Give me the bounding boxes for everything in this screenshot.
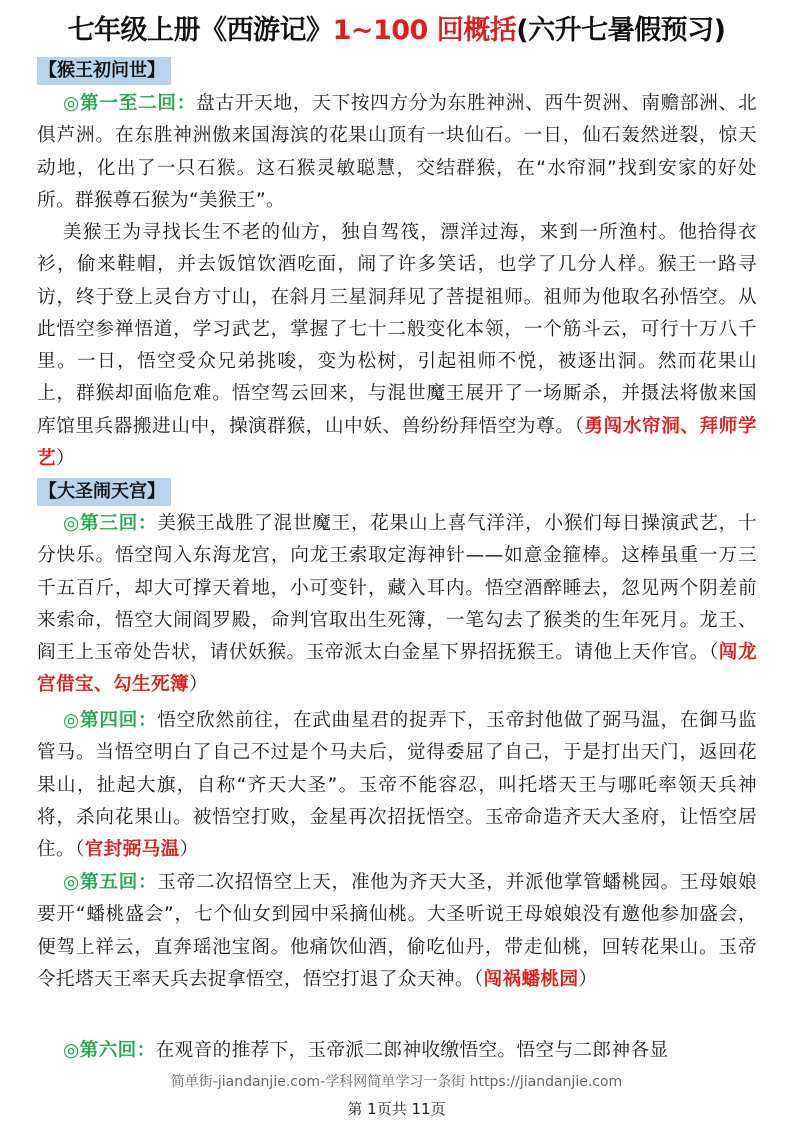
- paragraph-chapter-4: ◎第四回：悟空欣然前往，在武曲星君的捉弄下，玉帝封他做了弼马温，在御马监管马。当悟空明白了自己不过是个马夫后，觉得委屈了自己，于是打出天门，返回花果山，扯起大旗，自称“齐天大圣”。玉帝不能容忍，叫托塔天王与哪吒率领天兵神将，杀向花果山。被悟空打败，金星再次招抚悟空。玉帝命造齐天大圣府，让悟空居住。（官封弼马温）: [37, 710, 757, 861]
- title-range: 1~100 回概括: [332, 15, 517, 46]
- chapter-text: 美猴王为寻找长生不老的仙方，独自驾筏，漂洋过海，来到一所渔村。他拾得衣衫，偷来鞋帽，并去饭馆饮酒吃面，闹了许多笑话，也学了几分人样。猴王一路寻访，终于登上灵台方寸山，在斜月三星洞拜见了菩提祖师。祖师为他取名孙悟空。从此悟空参禅悟道，学习武艺，掌握了七十二般变化本领，一个筋斗云，可行十万八千里。一日，悟空受众兄弟挑唆，变为松树，引起祖师不悦，被逐出洞。然而花果山上，群猴却面临危难。悟空驾云回来，与混世魔王展开了一场厮杀，并摄法将傲来国库馆里兵器搬进山中，操演群猴，山中妖、兽纷纷拜悟空为尊。（: [37, 222, 757, 437]
- paragraph-continuation: 美猴王为寻找长生不老的仙方，独自驾筏，漂洋过海，来到一所渔村。他拾得衣衫，偷来鞋帽，并去饭馆饮酒吃面，闹了许多笑话，也学了几分人样。猴王一路寻访，终于登上灵台方寸山，在斜月三星洞拜见了菩提祖师。祖师为他取名孙悟空。从此悟空参禅悟道，学习武艺，掌握了七十二般变化本领，一个筋斗云，可行十万八千里。一日，悟空受众兄弟挑唆，变为松树，引起祖师不悦，被逐出洞。然而花果山上，群猴却面临危难。悟空驾云回来，与混世魔王展开了一场厮杀，并摄法将傲来国库馆里兵器搬进山中，操演群猴，山中妖、兽纷纷拜悟空为尊。（勇闯水帘洞、拜师学艺）: [37, 222, 757, 470]
- chapter-text: 在观音的推荐下，玉帝派二郎神收缴悟空。悟空与二郎神各显: [155, 1040, 669, 1061]
- chapter-label: ◎第四回：: [63, 710, 158, 731]
- section-heading-2: 【大圣闹天宫】: [37, 478, 171, 506]
- chapter-text: 盘古开天地，天下按四方分为东胜神洲、西牛贺洲、南赡部洲、北俱芦洲。在东胜神洲傲来国海滨的花果山顶有一块仙石。一日，仙石轰然迸裂，惊天动地，化出了一只石猴。这石猴灵敏聪慧，交结群猴，在“水帘洞”找到安家的好处所。群猴尊石猴为“美猴王”。: [37, 93, 757, 211]
- chapter-label: ◎第六回：: [63, 1040, 156, 1061]
- title-main: 七年级上册《西游记》: [67, 15, 333, 46]
- paragraph-chapters-1-2: [37, 88, 757, 217]
- chapter-highlight: 闯龙宫借宝、勾生死簿: [37, 642, 757, 696]
- page-indicator: 第 1页共 11页: [347, 1100, 446, 1118]
- document-title: [0, 8, 793, 47]
- chapter-label: ◎第三回：: [63, 513, 158, 534]
- paragraph-chapter-5: ◎第五回：玉帝二次招悟空上天，准他为齐天大圣，并派他掌管蟠桃园。王母娘娘要开“蟠桃盛会”，七个仙女到园中采摘仙桃。大圣听说王母娘娘没有邀他参加盛会，便驾上祥云，直奔瑶池宝阁。他痛饮仙酒，偷吃仙丹，带走仙桃，回转花果山。玉帝令托塔天王率天兵去捉拿悟空，悟空打退了众天神。（闯祸蟠桃园）: [37, 872, 757, 990]
- title-subtitle: (六升七暑假预习): [516, 15, 726, 46]
- paragraph-chapter-6: [37, 1035, 757, 1067]
- section-heading-1: 【猴王初问世】: [37, 57, 171, 85]
- chapter-label: ◎第五回：: [63, 872, 158, 893]
- chapter-text: 玉帝二次招悟空上天，准他为齐天大圣，并派他掌管蟠桃园。王母娘娘要开“蟠桃盛会”，七个仙女到园中采摘仙桃。大圣听说王母娘娘没有邀他参加盛会，便驾上祥云，直奔瑶池宝阁。他痛饮仙酒，偷吃仙丹，带走仙桃，回转花果山。玉帝令托塔天王率天兵去捉拿悟空，悟空打退了众天神。（: [37, 872, 757, 990]
- paragraph-chapter-3: ◎第三回：美猴王战胜了混世魔王，花果山上喜气洋洋，小猴们每日操演武艺，十分快乐。悟空闯入东海龙宫，向龙王索取定海神针——如意金箍棒。这棒虽重一万三千五百斤，却大可撑天着地，小可变针，藏入耳内。悟空酒醉睡去，忽见两个阴差前来索命，悟空大闹阎罗殿，命判官取出生死簿，一笔勾去了猴类的生年死月。龙王、阎王上玉帝处告状，请伏妖猴。玉帝派太白金星下界招抚猴王。请他上天作官。（闯龙宫借宝、勾生死簿）: [37, 513, 757, 696]
- chapter-highlight: 勇闯水帘洞、拜师学艺: [37, 415, 757, 470]
- chapter-highlight: 官封弼马温: [84, 839, 180, 861]
- chapter-highlight: 闯祸蟠桃园: [483, 968, 579, 990]
- chapter-label: ◎第一至二回：: [63, 93, 197, 114]
- footer-watermark: 简单街-jiandanjie.com-学科网简单学习一条街 https://jiandanjie.com: [170, 1074, 623, 1090]
- chapter-text: 悟空欣然前往，在武曲星君的捉弄下，玉帝封他做了弼马温，在御马监管马。当悟空明白了自己不过是个马夫后，觉得委屈了自己，于是打出天门，返回花果山，扯起大旗，自称“齐天大圣”。玉帝不能容忍，叫托塔天王与哪吒率领天兵神将，杀向花果山。被悟空打败，金星再次招抚悟空。玉帝命造齐天大圣府，让悟空居住。（: [37, 710, 757, 861]
- chapter-text: 美猴王战胜了混世魔王，花果山上喜气洋洋，小猴们每日操演武艺，十分快乐。悟空闯入东海龙宫，向龙王索取定海神针——如意金箍棒。这棒虽重一万三千五百斤，却大可撑天着地，小可变针，藏入耳内。悟空酒醉睡去，忽见两个阴差前来索命，悟空大闹阎罗殿，命判官取出生死簿，一笔勾去了猴类的生年死月。龙王、阎王上玉帝处告状，请伏妖猴。玉帝派太白金星下界招抚猴王。请他上天作官。（: [37, 513, 757, 664]
